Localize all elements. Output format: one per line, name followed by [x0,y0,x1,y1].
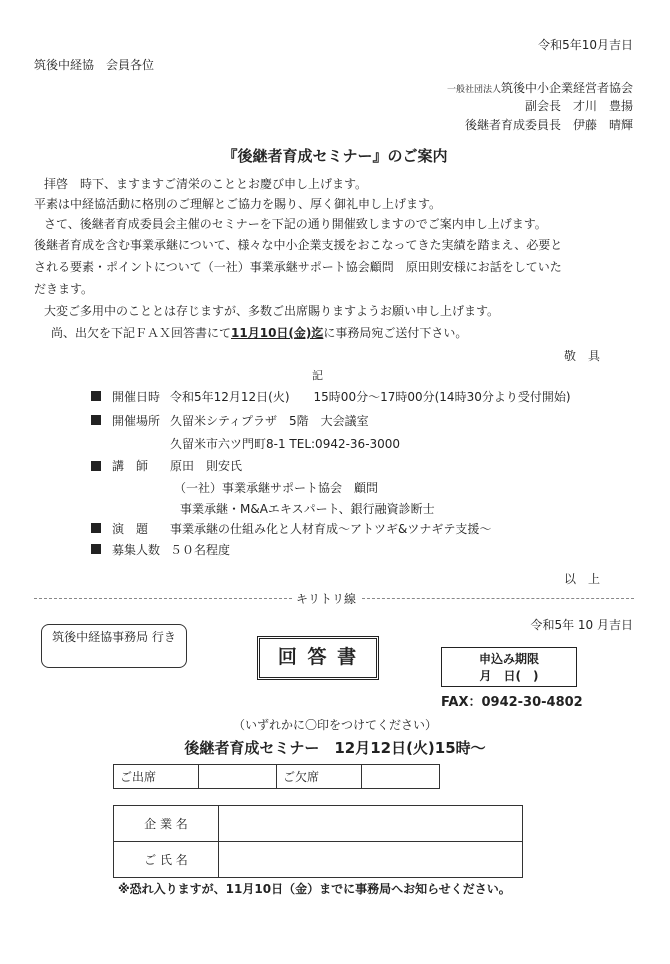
absent-mark-field[interactable] [361,765,439,789]
paragraph-detail-1: 後継者育成を含む事業承継について、様々な中小企業支援をおこなってきた実績を踏まえ、必要と [34,238,563,252]
bullet-icon [91,544,101,554]
bullet-icon [91,461,101,471]
org-name: 筑後中小企業経営者協会 [500,81,633,95]
reply-deadline: 11月10日(金)迄 [231,326,324,340]
company-name-field[interactable] [219,806,523,842]
venue-address: 久留米市六ツ門町8-1 TEL:0942-36-3000 [170,437,401,451]
issue-date: 令和5年10月吉日 [538,38,633,52]
reply-form-title: 回 答 書 [257,636,379,680]
closing-ijou: 以 上 [563,572,600,586]
organization [447,79,633,96]
deadline-value: 月 日( ) [479,669,539,683]
date-label: 開催日時 [112,390,161,404]
paragraph-detail-3: だきます。 [34,282,94,296]
closing-keigu: 敬 具 [563,349,600,363]
paragraph-request: 大変ご多用中のこととは存じますが、多数ご出席賜りますようお願い申し上げます。 [44,304,500,318]
document-title: 『後継者育成セミナー』のご案内 [222,147,448,165]
form-date: 令和5年 10 月吉日 [530,618,633,632]
org-prefix: 一般社団法人 [446,85,501,95]
bullet-icon [91,523,101,533]
attend-mark-field[interactable] [198,765,276,789]
addressee-box: 筑後中経協事務局 行き [41,624,187,668]
fax-number: FAX：0942-30-4802 [441,695,583,710]
cut-line-left [34,598,292,599]
applicant-name-field[interactable] [219,842,523,878]
paragraph-greeting: 拝啓 時下、ますますご清栄のこととお慶び申し上げます。 [44,177,368,191]
name-label: ご 氏 名 [114,842,219,878]
lecturer-title-2: 事業承継・M&Aエキスパート、銀行融資診断士 [180,502,435,516]
bullet-icon [91,391,101,401]
venue-label: 開催場所 [112,414,161,428]
lecturer-title-1: （一社）事業承継サポート協会 顧問 [174,481,379,495]
vice-chair: 副会長 才川 豊揚 [524,99,633,113]
attend-label: ご出席 [114,765,199,789]
topic-label: 演 題 [112,522,149,536]
capacity-value: ５０名程度 [170,543,231,557]
deadline-box [441,647,577,687]
date-value: 令和5年12月12日(火) 15時00分～17時00分(14時30分より受付開始) [170,390,571,404]
seminar-heading: 後継者育成セミナー 12月12日(火)15時～ [184,739,486,757]
lecturer-name: 原田 則安氏 [170,459,243,473]
company-label: 企 業 名 [114,806,219,842]
absent-label: ご欠席 [276,765,361,789]
cut-line-label: キリトリ線 [296,592,357,606]
paragraph-reply-request [51,324,467,341]
deadline-title: 申込み期限 [478,652,539,666]
form-footer-note: ※恐れ入りますが、11月10日（金）までに事務局へお知らせください。 [118,882,511,896]
cut-line-right [362,598,634,599]
paragraph-thanks: 平素は中経協活動に格別のご理解とご協力を賜り、厚く御礼申し上げます。 [34,197,442,211]
topic-value: 事業承継の仕組み化と人材育成～アトツギ&ツナギテ支援～ [170,522,492,536]
bullet-icon [91,415,101,425]
committee-chair: 後継者育成委員長 伊藤 晴輝 [464,118,633,132]
applicant-table [113,805,523,878]
paragraph-detail-2: される要素・ポイントについて（一社）事業承継サポート協会顧問 原田則安様にお話をしていた [34,260,562,274]
reply-request-post: に事務局宛ご送付下さい。 [323,326,468,340]
capacity-label: 募集人数 [112,543,161,557]
ki-marker: 記 [312,369,323,382]
recipient: 筑後中経協 会員各位 [34,58,155,72]
venue-value: 久留米シティプラザ 5階 大会議室 [170,414,369,428]
reply-request-pre: 尚、出欠を下記ＦＡＸ回答書にて [51,326,232,340]
form-instruction: （いずれかに〇印をつけてください） [232,718,437,732]
attendance-table [113,764,440,789]
paragraph-announcement: さて、後継者育成委員会主催のセミナーを下記の通り開催致しますのでご案内申し上げます。 [44,217,547,231]
lecturer-label: 講 師 [112,459,149,473]
